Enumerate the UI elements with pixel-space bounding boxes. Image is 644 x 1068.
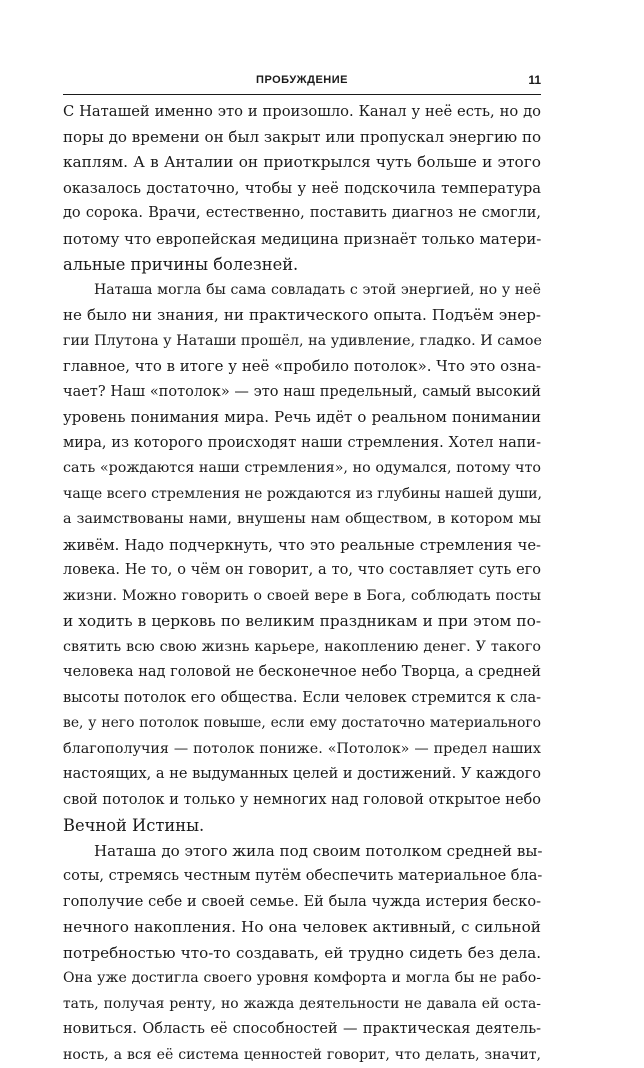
text-line: Наташа до этого жила под своим потолком средней вы- <box>63 839 541 865</box>
text-line: Она уже достигла своего уровня комфорта и могла бы не рабо- <box>63 966 541 992</box>
page-number: 11 <box>528 73 541 87</box>
text-line: благополучия — потолок пониже. «Потолок» — предел наших <box>63 737 541 763</box>
text-line: Вечной Истины. <box>63 813 541 839</box>
text-line: потому что европейская медицина признаёт только матери- <box>63 227 541 253</box>
text-line: нечного накопления. Но она человек активный, с сильной <box>63 915 541 941</box>
text-line: живём. Надо подчеркнуть, что это реальные стремления че- <box>63 533 541 559</box>
paragraph <box>63 839 541 1068</box>
text-line: новиться. Область её способностей — практическая деятель- <box>63 1017 541 1043</box>
text-line: человека над головой не бесконечное небо Творца, а средней <box>63 660 541 686</box>
text-line: а заимствованы нами, внушены нам обществом, в котором мы <box>63 507 541 533</box>
text-line: оказалось достаточно, чтобы у неё подскочила температура <box>63 176 541 202</box>
text-line: ловека. Не то, о чём он говорит, а то, что составляет суть его <box>63 558 541 584</box>
text-line: гии Плутона у Наташи прошёл, на удивление, гладко. И самое <box>63 329 541 355</box>
text-line: до сорока. Врачи, естественно, поставить диагноз не смогли, <box>63 201 541 227</box>
text-line: соты, стремясь честным путём обеспечить материальное бла- <box>63 864 541 890</box>
text-line: мира, из которого происходят наши стремления. Хотел напи- <box>63 431 541 457</box>
text-line: святить всю свою жизнь карьере, накоплению денег. У такого <box>63 635 541 661</box>
text-line: и ходить в церковь по великим праздникам и при этом по- <box>63 609 541 635</box>
text-line: высоты потолок его общества. Если человек стремится к сла- <box>63 686 541 712</box>
text-line: настоящих, а не выдуманных целей и достижений. У каждого <box>63 762 541 788</box>
text-line: не было ни знания, ни практического опыта. Подъём энер- <box>63 303 541 329</box>
text-line: уровень понимания мира. Речь идёт о реальном понимании <box>63 405 541 431</box>
running-header <box>63 70 541 95</box>
text-line: жизни. Можно говорить о своей вере в Бога, соблюдать посты <box>63 584 541 610</box>
chapter-title: ПРОБУЖДЕНИЕ <box>63 74 541 86</box>
text-line: свой потолок и только у немногих над головой открытое небо <box>63 788 541 814</box>
text-line: потребностью что-то создавать, ей трудно сидеть без дела. <box>63 941 541 967</box>
text-line: поры до времени он был закрыт или пропускал энергию по <box>63 125 541 151</box>
body-text <box>63 99 541 1068</box>
text-line: Наташа могла бы сама совладать с этой энергией, но у неё <box>63 278 541 304</box>
text-line: сать «рождаются наши стремления», но одумался, потому что <box>63 456 541 482</box>
text-line: тать, получая ренту, но жажда деятельности не давала ей оста- <box>63 992 541 1018</box>
text-line: гополучие себе и своей семье. Ей была чужда истерия беско- <box>63 890 541 916</box>
text-line: альные причины болезней. <box>63 252 541 278</box>
paragraph <box>63 278 541 839</box>
text-line: ность, а вся её система ценностей говорит, что делать, значит, <box>63 1043 541 1068</box>
text-line: каплям. А в Анталии он приоткрылся чуть больше и этого <box>63 150 541 176</box>
text-line: главное, что в итоге у неё «пробило потолок». Что это озна- <box>63 354 541 380</box>
text-line: чаще всего стремления не рождаются из глубины нашей души, <box>63 482 541 508</box>
text-line: ве, у него потолок повыше, если ему достаточно материального <box>63 711 541 737</box>
text-line: чает? Наш «потолок» — это наш предельный, самый высокий <box>63 380 541 406</box>
paragraph <box>63 99 541 278</box>
text-line: С Наташей именно это и произошло. Канал у неё есть, но до <box>63 99 541 125</box>
